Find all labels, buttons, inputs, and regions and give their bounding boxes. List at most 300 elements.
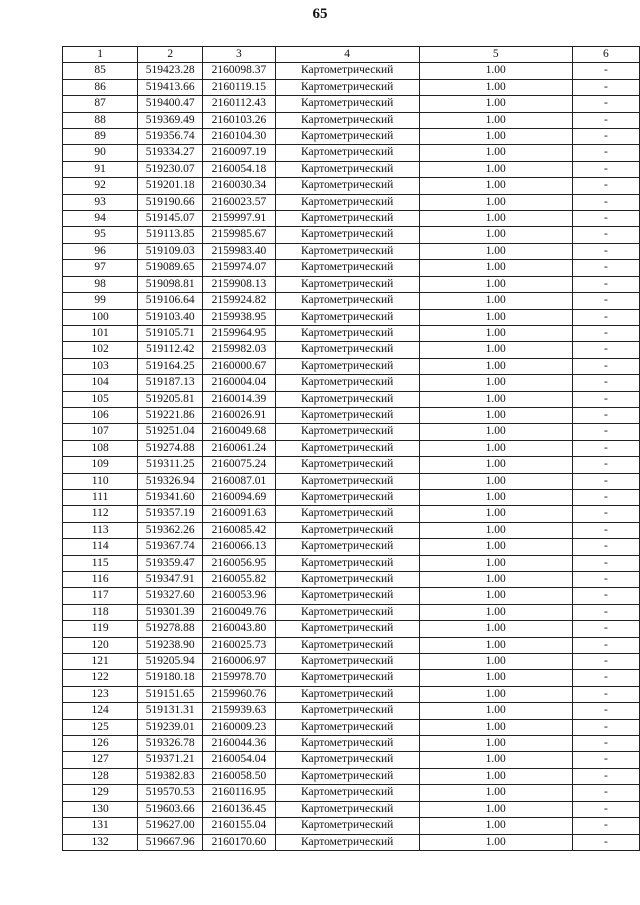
note-cell: - — [572, 145, 639, 161]
accuracy-cell: 1.00 — [419, 276, 572, 292]
x-coordinate-cell: 519362.26 — [138, 522, 203, 538]
accuracy-cell: 1.00 — [419, 161, 572, 177]
note-cell: - — [572, 604, 639, 620]
point-number-cell: 131 — [63, 818, 138, 834]
accuracy-cell: 1.00 — [419, 391, 572, 407]
y-coordinate-cell: 2159939.63 — [203, 703, 276, 719]
y-coordinate-cell: 2160058.50 — [203, 768, 276, 784]
point-number-cell: 111 — [63, 489, 138, 505]
y-coordinate-cell: 2160116.95 — [203, 785, 276, 801]
method-cell: Картометрический — [275, 178, 419, 194]
method-cell: Картометрический — [275, 358, 419, 374]
accuracy-cell: 1.00 — [419, 63, 572, 79]
method-cell: Картометрический — [275, 243, 419, 259]
note-cell: - — [572, 161, 639, 177]
y-coordinate-cell: 2160026.91 — [203, 407, 276, 423]
note-cell: - — [572, 178, 639, 194]
y-coordinate-cell: 2160025.73 — [203, 637, 276, 653]
x-coordinate-cell: 519131.31 — [138, 703, 203, 719]
method-cell: Картометрический — [275, 604, 419, 620]
method-cell: Картометрический — [275, 834, 419, 850]
table-row — [63, 112, 640, 128]
point-number-cell: 123 — [63, 686, 138, 702]
accuracy-cell: 1.00 — [419, 79, 572, 95]
note-cell: - — [572, 539, 639, 555]
y-coordinate-cell: 2159997.91 — [203, 211, 276, 227]
point-number-cell: 127 — [63, 752, 138, 768]
method-cell: Картометрический — [275, 489, 419, 505]
table-row — [63, 686, 640, 702]
y-coordinate-cell: 2159908.13 — [203, 276, 276, 292]
point-number-cell: 90 — [63, 145, 138, 161]
page-number: 65 — [312, 6, 328, 22]
y-coordinate-cell: 2160087.01 — [203, 473, 276, 489]
method-cell: Картометрический — [275, 522, 419, 538]
accuracy-cell: 1.00 — [419, 325, 572, 341]
note-cell: - — [572, 194, 639, 210]
point-number-cell: 132 — [63, 834, 138, 850]
note-cell: - — [572, 473, 639, 489]
x-coordinate-cell: 519112.42 — [138, 342, 203, 358]
note-cell: - — [572, 375, 639, 391]
accuracy-cell: 1.00 — [419, 506, 572, 522]
table-row — [63, 703, 640, 719]
note-cell: - — [572, 801, 639, 817]
method-cell: Картометрический — [275, 654, 419, 670]
accuracy-cell: 1.00 — [419, 588, 572, 604]
x-coordinate-cell: 519098.81 — [138, 276, 203, 292]
note-cell: - — [572, 588, 639, 604]
x-coordinate-cell: 519327.60 — [138, 588, 203, 604]
table-row — [63, 785, 640, 801]
point-number-cell: 119 — [63, 621, 138, 637]
table-row — [63, 293, 640, 309]
point-number-cell: 120 — [63, 637, 138, 653]
note-cell: - — [572, 129, 639, 145]
accuracy-cell: 1.00 — [419, 834, 572, 850]
y-coordinate-cell: 2160053.96 — [203, 588, 276, 604]
accuracy-cell: 1.00 — [419, 736, 572, 752]
note-cell: - — [572, 325, 639, 341]
accuracy-cell: 1.00 — [419, 227, 572, 243]
table-row — [63, 801, 640, 817]
point-number-cell: 87 — [63, 96, 138, 112]
y-coordinate-cell: 2160098.37 — [203, 63, 276, 79]
accuracy-cell: 1.00 — [419, 457, 572, 473]
table-row — [63, 489, 640, 505]
table-row — [63, 670, 640, 686]
accuracy-cell: 1.00 — [419, 654, 572, 670]
x-coordinate-cell: 519326.78 — [138, 736, 203, 752]
table-row — [63, 79, 640, 95]
table-row — [63, 161, 640, 177]
method-cell: Картометрический — [275, 801, 419, 817]
accuracy-cell: 1.00 — [419, 178, 572, 194]
note-cell: - — [572, 489, 639, 505]
accuracy-cell: 1.00 — [419, 539, 572, 555]
accuracy-cell: 1.00 — [419, 522, 572, 538]
note-cell: - — [572, 112, 639, 128]
point-number-cell: 100 — [63, 309, 138, 325]
method-cell: Картометрический — [275, 407, 419, 423]
note-cell: - — [572, 670, 639, 686]
table-row — [63, 539, 640, 555]
method-cell: Картометрический — [275, 539, 419, 555]
note-cell: - — [572, 621, 639, 637]
x-coordinate-cell: 519667.96 — [138, 834, 203, 850]
accuracy-cell: 1.00 — [419, 719, 572, 735]
note-cell: - — [572, 506, 639, 522]
point-number-cell: 118 — [63, 604, 138, 620]
table-row — [63, 178, 640, 194]
note-cell: - — [572, 736, 639, 752]
table-row — [63, 276, 640, 292]
point-number-cell: 91 — [63, 161, 138, 177]
point-number-cell: 117 — [63, 588, 138, 604]
point-number-cell: 94 — [63, 211, 138, 227]
y-coordinate-cell: 2160030.34 — [203, 178, 276, 194]
note-cell: - — [572, 703, 639, 719]
x-coordinate-cell: 519341.60 — [138, 489, 203, 505]
y-coordinate-cell: 2160075.24 — [203, 457, 276, 473]
y-coordinate-cell: 2159978.70 — [203, 670, 276, 686]
point-number-cell: 97 — [63, 260, 138, 276]
method-cell: Картометрический — [275, 440, 419, 456]
x-coordinate-cell: 519347.91 — [138, 572, 203, 588]
table-row — [63, 391, 640, 407]
x-coordinate-cell: 519239.01 — [138, 719, 203, 735]
method-cell: Картометрический — [275, 424, 419, 440]
table-row — [63, 424, 640, 440]
column-header-3: 3 — [203, 47, 276, 63]
point-number-cell: 107 — [63, 424, 138, 440]
y-coordinate-cell: 2160049.76 — [203, 604, 276, 620]
table-row — [63, 637, 640, 653]
method-cell: Картометрический — [275, 325, 419, 341]
point-number-cell: 88 — [63, 112, 138, 128]
accuracy-cell: 1.00 — [419, 309, 572, 325]
point-number-cell: 122 — [63, 670, 138, 686]
point-number-cell: 110 — [63, 473, 138, 489]
note-cell: - — [572, 440, 639, 456]
accuracy-cell: 1.00 — [419, 342, 572, 358]
x-coordinate-cell: 519423.28 — [138, 63, 203, 79]
y-coordinate-cell: 2160004.04 — [203, 375, 276, 391]
method-cell: Картометрический — [275, 768, 419, 784]
y-coordinate-cell: 2159964.95 — [203, 325, 276, 341]
x-coordinate-cell: 519190.66 — [138, 194, 203, 210]
accuracy-cell: 1.00 — [419, 801, 572, 817]
note-cell: - — [572, 637, 639, 653]
table-row — [63, 654, 640, 670]
point-number-cell: 126 — [63, 736, 138, 752]
point-number-cell: 85 — [63, 63, 138, 79]
method-cell: Картометрический — [275, 719, 419, 735]
point-number-cell: 113 — [63, 522, 138, 538]
point-number-cell: 103 — [63, 358, 138, 374]
x-coordinate-cell: 519230.07 — [138, 161, 203, 177]
x-coordinate-cell: 519103.40 — [138, 309, 203, 325]
x-coordinate-cell: 519221.86 — [138, 407, 203, 423]
point-number-cell: 98 — [63, 276, 138, 292]
note-cell: - — [572, 293, 639, 309]
method-cell: Картометрический — [275, 457, 419, 473]
table-row — [63, 194, 640, 210]
x-coordinate-cell: 519201.18 — [138, 178, 203, 194]
y-coordinate-cell: 2160043.80 — [203, 621, 276, 637]
method-cell: Картометрический — [275, 96, 419, 112]
accuracy-cell: 1.00 — [419, 293, 572, 309]
y-coordinate-cell: 2160000.67 — [203, 358, 276, 374]
y-coordinate-cell: 2160023.57 — [203, 194, 276, 210]
y-coordinate-cell: 2160066.13 — [203, 539, 276, 555]
x-coordinate-cell: 519113.85 — [138, 227, 203, 243]
accuracy-cell: 1.00 — [419, 96, 572, 112]
table-row — [63, 211, 640, 227]
note-cell: - — [572, 752, 639, 768]
method-cell: Картометрический — [275, 63, 419, 79]
x-coordinate-cell: 519105.71 — [138, 325, 203, 341]
y-coordinate-cell: 2159985.67 — [203, 227, 276, 243]
note-cell: - — [572, 260, 639, 276]
method-cell: Картометрический — [275, 194, 419, 210]
method-cell: Картометрический — [275, 621, 419, 637]
accuracy-cell: 1.00 — [419, 637, 572, 653]
point-number-cell: 99 — [63, 293, 138, 309]
accuracy-cell: 1.00 — [419, 194, 572, 210]
table-row — [63, 621, 640, 637]
method-cell: Картометрический — [275, 555, 419, 571]
note-cell: - — [572, 227, 639, 243]
method-cell: Картометрический — [275, 276, 419, 292]
accuracy-cell: 1.00 — [419, 686, 572, 702]
y-coordinate-cell: 2160014.39 — [203, 391, 276, 407]
point-number-cell: 95 — [63, 227, 138, 243]
point-number-cell: 105 — [63, 391, 138, 407]
x-coordinate-cell: 519382.83 — [138, 768, 203, 784]
coordinates-table — [62, 46, 640, 851]
point-number-cell: 130 — [63, 801, 138, 817]
y-coordinate-cell: 2159983.40 — [203, 243, 276, 259]
note-cell: - — [572, 555, 639, 571]
table-row — [63, 752, 640, 768]
table-row — [63, 457, 640, 473]
x-coordinate-cell: 519106.64 — [138, 293, 203, 309]
method-cell: Картометрический — [275, 473, 419, 489]
accuracy-cell: 1.00 — [419, 407, 572, 423]
note-cell: - — [572, 686, 639, 702]
y-coordinate-cell: 2160085.42 — [203, 522, 276, 538]
point-number-cell: 102 — [63, 342, 138, 358]
y-coordinate-cell: 2160006.97 — [203, 654, 276, 670]
y-coordinate-cell: 2160054.18 — [203, 161, 276, 177]
column-header-6: 6 — [572, 47, 639, 63]
point-number-cell: 104 — [63, 375, 138, 391]
point-number-cell: 89 — [63, 129, 138, 145]
x-coordinate-cell: 519145.07 — [138, 211, 203, 227]
method-cell: Картометрический — [275, 309, 419, 325]
y-coordinate-cell: 2159938.95 — [203, 309, 276, 325]
x-coordinate-cell: 519187.13 — [138, 375, 203, 391]
accuracy-cell: 1.00 — [419, 489, 572, 505]
y-coordinate-cell: 2160055.82 — [203, 572, 276, 588]
x-coordinate-cell: 519311.25 — [138, 457, 203, 473]
x-coordinate-cell: 519180.18 — [138, 670, 203, 686]
accuracy-cell: 1.00 — [419, 440, 572, 456]
method-cell: Картометрический — [275, 161, 419, 177]
accuracy-cell: 1.00 — [419, 752, 572, 768]
table-header-row — [63, 47, 640, 63]
y-coordinate-cell: 2159974.07 — [203, 260, 276, 276]
accuracy-cell: 1.00 — [419, 243, 572, 259]
point-number-cell: 124 — [63, 703, 138, 719]
y-coordinate-cell: 2160170.60 — [203, 834, 276, 850]
column-header-1: 1 — [63, 47, 138, 63]
table-row — [63, 834, 640, 850]
x-coordinate-cell: 519334.27 — [138, 145, 203, 161]
method-cell: Картометрический — [275, 506, 419, 522]
table-row — [63, 588, 640, 604]
table-row — [63, 572, 640, 588]
table-row — [63, 407, 640, 423]
table-row — [63, 96, 640, 112]
method-cell: Картометрический — [275, 391, 419, 407]
y-coordinate-cell: 2160091.63 — [203, 506, 276, 522]
accuracy-cell: 1.00 — [419, 424, 572, 440]
method-cell: Картометрический — [275, 342, 419, 358]
method-cell: Картометрический — [275, 736, 419, 752]
accuracy-cell: 1.00 — [419, 260, 572, 276]
point-number-cell: 121 — [63, 654, 138, 670]
y-coordinate-cell: 2160097.19 — [203, 145, 276, 161]
method-cell: Картометрический — [275, 637, 419, 653]
accuracy-cell: 1.00 — [419, 785, 572, 801]
table-row — [63, 719, 640, 735]
point-number-cell: 128 — [63, 768, 138, 784]
note-cell: - — [572, 654, 639, 670]
method-cell: Картометрический — [275, 670, 419, 686]
accuracy-cell: 1.00 — [419, 604, 572, 620]
y-coordinate-cell: 2160103.26 — [203, 112, 276, 128]
x-coordinate-cell: 519238.90 — [138, 637, 203, 653]
table-row — [63, 768, 640, 784]
point-number-cell: 96 — [63, 243, 138, 259]
x-coordinate-cell: 519205.94 — [138, 654, 203, 670]
x-coordinate-cell: 519151.65 — [138, 686, 203, 702]
table-row — [63, 325, 640, 341]
table-row — [63, 145, 640, 161]
column-header-2: 2 — [138, 47, 203, 63]
x-coordinate-cell: 519278.88 — [138, 621, 203, 637]
accuracy-cell: 1.00 — [419, 375, 572, 391]
method-cell: Картометрический — [275, 112, 419, 128]
table-body — [63, 63, 640, 851]
note-cell: - — [572, 79, 639, 95]
y-coordinate-cell: 2160112.43 — [203, 96, 276, 112]
table-row — [63, 309, 640, 325]
accuracy-cell: 1.00 — [419, 473, 572, 489]
point-number-cell: 112 — [63, 506, 138, 522]
accuracy-cell: 1.00 — [419, 211, 572, 227]
method-cell: Картометрический — [275, 375, 419, 391]
accuracy-cell: 1.00 — [419, 555, 572, 571]
method-cell: Картометрический — [275, 818, 419, 834]
point-number-cell: 114 — [63, 539, 138, 555]
table-row — [63, 260, 640, 276]
y-coordinate-cell: 2159982.03 — [203, 342, 276, 358]
point-number-cell: 109 — [63, 457, 138, 473]
point-number-cell: 93 — [63, 194, 138, 210]
point-number-cell: 106 — [63, 407, 138, 423]
x-coordinate-cell: 519205.81 — [138, 391, 203, 407]
y-coordinate-cell: 2160044.36 — [203, 736, 276, 752]
x-coordinate-cell: 519356.74 — [138, 129, 203, 145]
x-coordinate-cell: 519357.19 — [138, 506, 203, 522]
method-cell: Картометрический — [275, 260, 419, 276]
note-cell: - — [572, 309, 639, 325]
x-coordinate-cell: 519301.39 — [138, 604, 203, 620]
note-cell: - — [572, 276, 639, 292]
note-cell: - — [572, 834, 639, 850]
accuracy-cell: 1.00 — [419, 358, 572, 374]
note-cell: - — [572, 768, 639, 784]
y-coordinate-cell: 2160056.95 — [203, 555, 276, 571]
note-cell: - — [572, 457, 639, 473]
note-cell: - — [572, 342, 639, 358]
note-cell: - — [572, 719, 639, 735]
table-row — [63, 358, 640, 374]
y-coordinate-cell: 2160136.45 — [203, 801, 276, 817]
note-cell: - — [572, 63, 639, 79]
method-cell: Картометрический — [275, 588, 419, 604]
method-cell: Картометрический — [275, 686, 419, 702]
y-coordinate-cell: 2160155.04 — [203, 818, 276, 834]
y-coordinate-cell: 2160009.23 — [203, 719, 276, 735]
table-row — [63, 522, 640, 538]
table-row — [63, 243, 640, 259]
table-row — [63, 375, 640, 391]
note-cell: - — [572, 391, 639, 407]
x-coordinate-cell: 519359.47 — [138, 555, 203, 571]
method-cell: Картометрический — [275, 572, 419, 588]
point-number-cell: 129 — [63, 785, 138, 801]
table-row — [63, 736, 640, 752]
accuracy-cell: 1.00 — [419, 703, 572, 719]
accuracy-cell: 1.00 — [419, 621, 572, 637]
method-cell: Картометрический — [275, 145, 419, 161]
table-row — [63, 129, 640, 145]
table-row — [63, 227, 640, 243]
y-coordinate-cell: 2160049.68 — [203, 424, 276, 440]
accuracy-cell: 1.00 — [419, 129, 572, 145]
y-coordinate-cell: 2160104.30 — [203, 129, 276, 145]
x-coordinate-cell: 519109.03 — [138, 243, 203, 259]
y-coordinate-cell: 2160119.15 — [203, 79, 276, 95]
point-number-cell: 108 — [63, 440, 138, 456]
table-row — [63, 63, 640, 79]
x-coordinate-cell: 519326.94 — [138, 473, 203, 489]
x-coordinate-cell: 519369.49 — [138, 112, 203, 128]
x-coordinate-cell: 519371.21 — [138, 752, 203, 768]
note-cell: - — [572, 785, 639, 801]
x-coordinate-cell: 519603.66 — [138, 801, 203, 817]
method-cell: Картометрический — [275, 227, 419, 243]
x-coordinate-cell: 519627.00 — [138, 818, 203, 834]
accuracy-cell: 1.00 — [419, 145, 572, 161]
x-coordinate-cell: 519251.04 — [138, 424, 203, 440]
note-cell: - — [572, 211, 639, 227]
method-cell: Картометрический — [275, 703, 419, 719]
